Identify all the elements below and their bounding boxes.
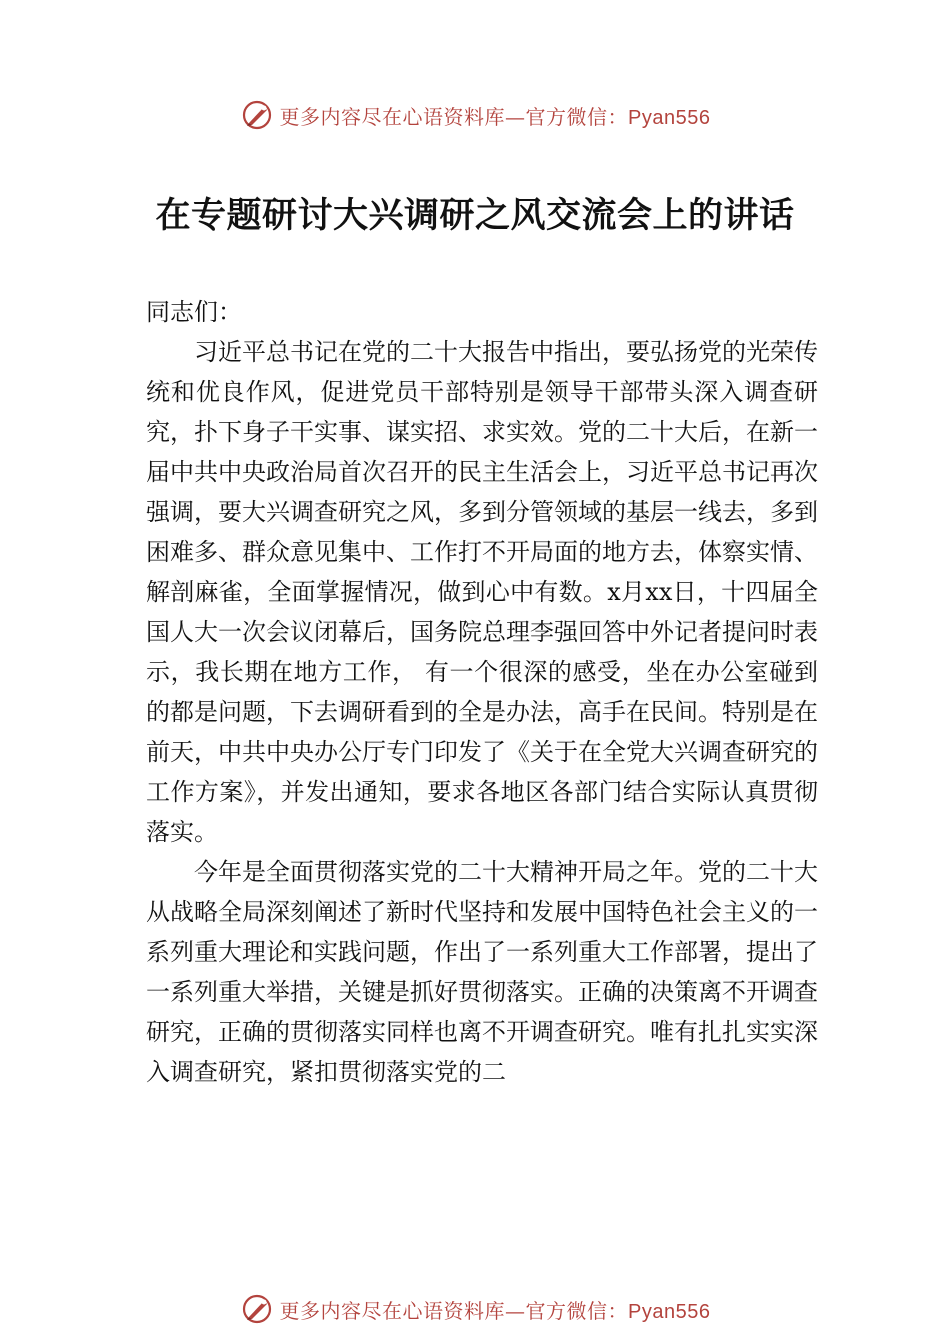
- document-title: 在专题研讨大兴调研之风交流会上的讲话: [155, 195, 795, 236]
- header-banner: [0, 93, 950, 137]
- pen-logo-icon: [240, 98, 274, 132]
- banner-text: [280, 1295, 711, 1324]
- pen-logo-icon: [240, 1292, 274, 1326]
- footer-banner: [0, 1287, 950, 1331]
- banner-slogan: 更多内容尽在心语资料库—官方微信：: [279, 1298, 629, 1323]
- banner-wechat-id: Pyan556: [628, 106, 711, 129]
- document-body: [146, 292, 818, 1092]
- paragraph-2: 今年是全面贯彻落实党的二十大精神开局之年。党的二十大从战略全局深刻阐述了新时代坚持和发展中国特色社会主义的一系列重大理论和实践问题，作出了一系列重大工作部署，提出了一系列重大举措，关键是抓好贯彻落实。正确的决策离不开调查研究，正确的贯彻落实同样也离不开调查研究。唯有扎扎实实深入调查研究，紧扣贯彻落实党的二: [146, 858, 818, 1086]
- banner-wechat-id: Pyan556: [628, 1300, 711, 1323]
- banner-text: [280, 101, 711, 130]
- banner-slogan: 更多内容尽在心语资料库—官方微信：: [279, 104, 629, 129]
- paragraph-1: 习近平总书记在党的二十大报告中指出，要弘扬党的光荣传统和优良作风，促进党员干部特别是领导干部带头深入调查研究，扑下身子干实事、谋实招、求实效。党的二十大后，在新一届中共中央政治局首次召开的民主生活会上，习近平总书记再次强调，要大兴调查研究之风，多到分管领域的基层一线去，多到困难多、群众意见集中、工作打不开局面的地方去，体察实情、解剖麻雀，全面掌握情况，做到心中有数。x月xx日，十四届全国人大一次会议闭幕后，国务院总理李强回答中外记者提问时表示，我长期在地方工作， 有一个很深的感受，坐在办公室碰到的都是问题，下去调研看到的全是办法，高手在民间。特别是在前天，中共中央办公厅专门印发了《关于在全党大兴调查研究的工作方案》，并发出通知，要求各地区各部门结合实际认真贯彻落实。: [146, 338, 818, 846]
- salutation: 同志们：: [146, 298, 242, 326]
